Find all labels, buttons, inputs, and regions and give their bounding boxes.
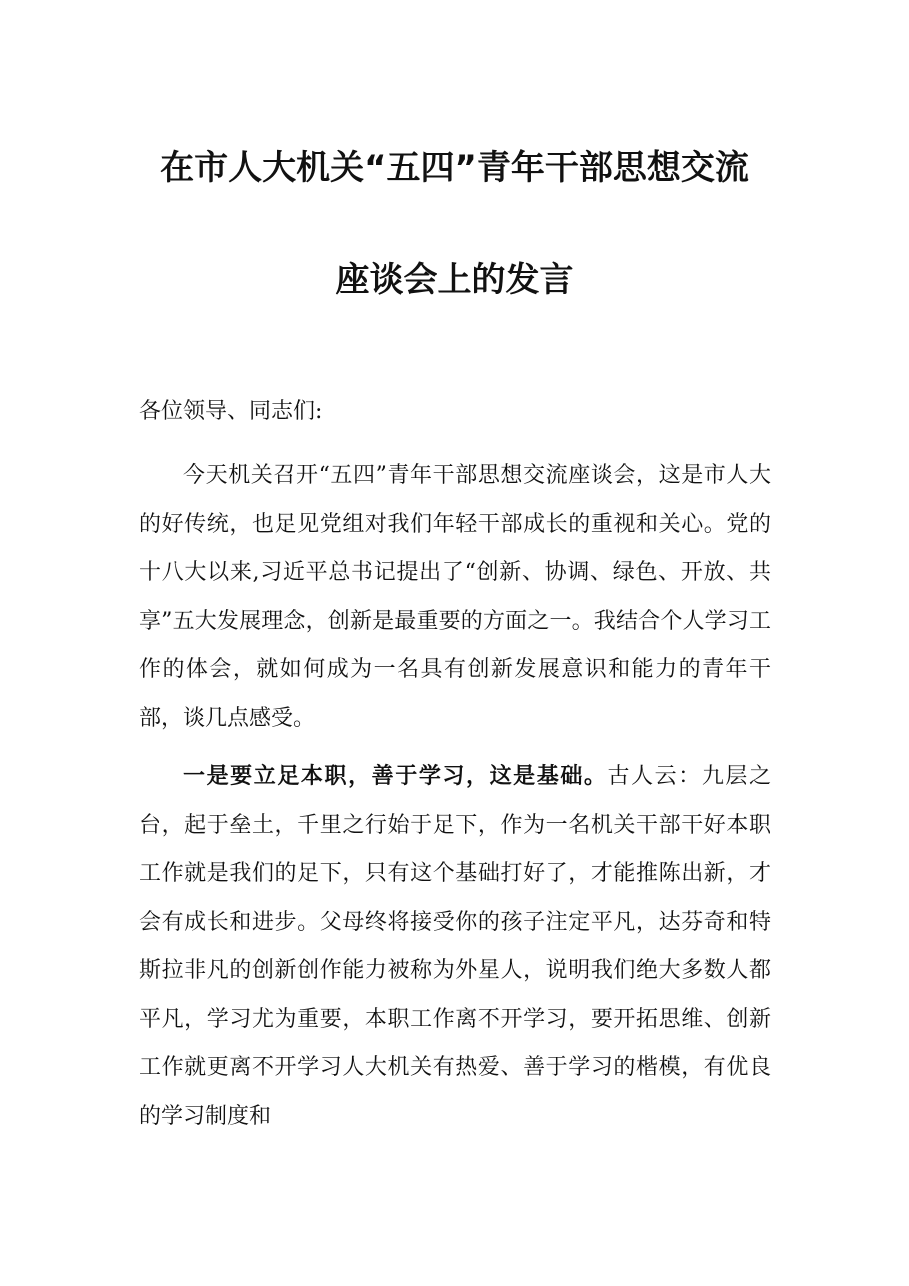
document-title-line-2: 座谈会上的发言 (335, 260, 574, 300)
document-title-line-1: 在市人大机关“五四”青年干部思想交流 (160, 148, 749, 188)
paragraph-intro: 今天机关召开“五四”青年干部思想交流座谈会，这是市人大的好传统，也足见党组对我们年轻干部成长的重视和关心。党的十八大以来,习近平总书记提出了“创新、协调、绿色、开放、共享”五大发展理念，创新是最重要的方面之一。我结合个人学习工作的体会，就如何成为一名具有创新发展意识和能力的青年干部，谈几点感受。 (139, 463, 771, 731)
salutation: 各位领导、同志们: (139, 399, 323, 424)
paragraph-point-one-lead: 一是要立足本职，善于学习，这是基础。 (183, 763, 608, 789)
paragraph-point-one-body: 古人云：九层之台，起于垒土，千里之行始于足下，作为一名机关干部干好本职工作就是我们的足下，只有这个基础打好了，才能推陈出新，才会有成长和进步。父母终将接受你的孩子注定平凡，达芬奇和特斯拉非凡的创新创作能力被称为外星人，说明我们绝大多数人都平凡，学习尤为重要，本职工作离不开学习，要开拓思维、创新工作就更离不开学习人大机关有热爱、善于学习的楷模，有优良的学习制度和 (139, 764, 771, 1129)
paragraph-point-one (139, 752, 771, 1141)
